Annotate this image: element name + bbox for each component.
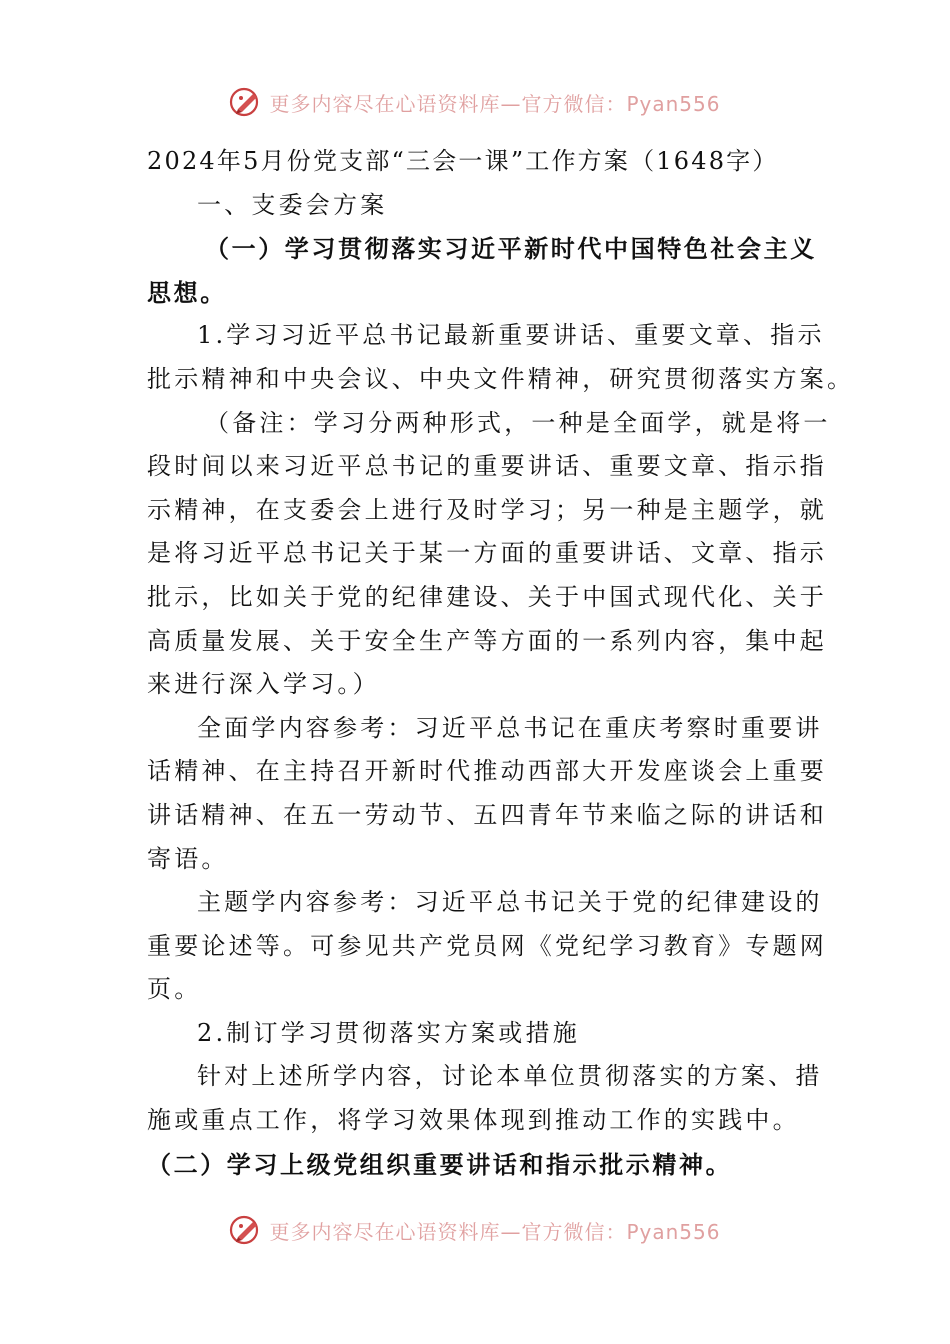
note-line: 高质量发展、关于安全生产等方面的一系列内容，集中起 (147, 626, 827, 655)
paragraph-line: 话精神、在主持召开新时代推动西部大开发座谈会上重要 (147, 757, 827, 786)
paragraph-line: 重要论述等。可参见共产党员网《党纪学习教育》专题网 (147, 931, 827, 960)
subheading-line: （二）学习上级党组织重要讲话和指示批示精神。 (147, 1149, 733, 1179)
paragraph-line: 全面学内容参考：习近平总书记在重庆考察时重要讲 (197, 713, 823, 742)
paragraph-line: 讲话精神、在五一劳动节、五四青年节来临之际的讲话和 (147, 800, 827, 829)
note-line: 段时间以来习近平总书记的重要讲话、重要文章、指示指 (147, 452, 827, 481)
paragraph-line: 1.学习习近平总书记最新重要讲话、重要文章、指示 (197, 321, 825, 350)
item-heading: 2.制订学习贯彻落实方案或措施 (197, 1018, 580, 1047)
note-line: 是将习近平总书记关于某一方面的重要讲话、文章、指示 (147, 539, 827, 568)
section-heading: 一、支委会方案 (197, 190, 388, 219)
watermark-footer (0, 1210, 950, 1250)
paragraph-line: 寄语。 (147, 844, 229, 873)
paragraph-line: 针对上述所学内容，讨论本单位贯彻落实的方案、措 (197, 1062, 823, 1091)
paragraph-line: 批示精神和中央会议、中央文件精神，研究贯彻落实方案。 (147, 364, 855, 393)
note-line: 示精神，在支委会上进行及时学习；另一种是主题学，就 (147, 495, 827, 524)
subheading-line: 思想。 (147, 277, 227, 307)
note-line: （备注：学习分两种形式，一种是全面学，就是将一 (205, 408, 831, 437)
note-line: 来进行深入学习。） (147, 670, 380, 699)
paragraph-line: 施或重点工作，将学习效果体现到推动工作的实践中。 (147, 1106, 800, 1135)
pen-logo-icon (229, 1213, 263, 1247)
watermark-text: 更多内容尽在心语资料库—官方微信：Pyan556 (269, 1219, 721, 1244)
watermark-text: 更多内容尽在心语资料库—官方微信：Pyan556 (269, 91, 721, 116)
document-title: 2024年5月份党支部“三会一课”工作方案（1648字） (147, 147, 779, 175)
subheading-line: （一）学习贯彻落实习近平新时代中国特色社会主义 (205, 234, 817, 264)
paragraph-line: 页。 (147, 975, 202, 1004)
watermark-header (0, 82, 950, 122)
pen-logo-icon (229, 85, 263, 119)
document-body (147, 140, 855, 1186)
paragraph-line: 主题学内容参考：习近平总书记关于党的纪律建设的 (197, 888, 823, 917)
note-line: 批示，比如关于党的纪律建设、关于中国式现代化、关于 (147, 582, 827, 611)
